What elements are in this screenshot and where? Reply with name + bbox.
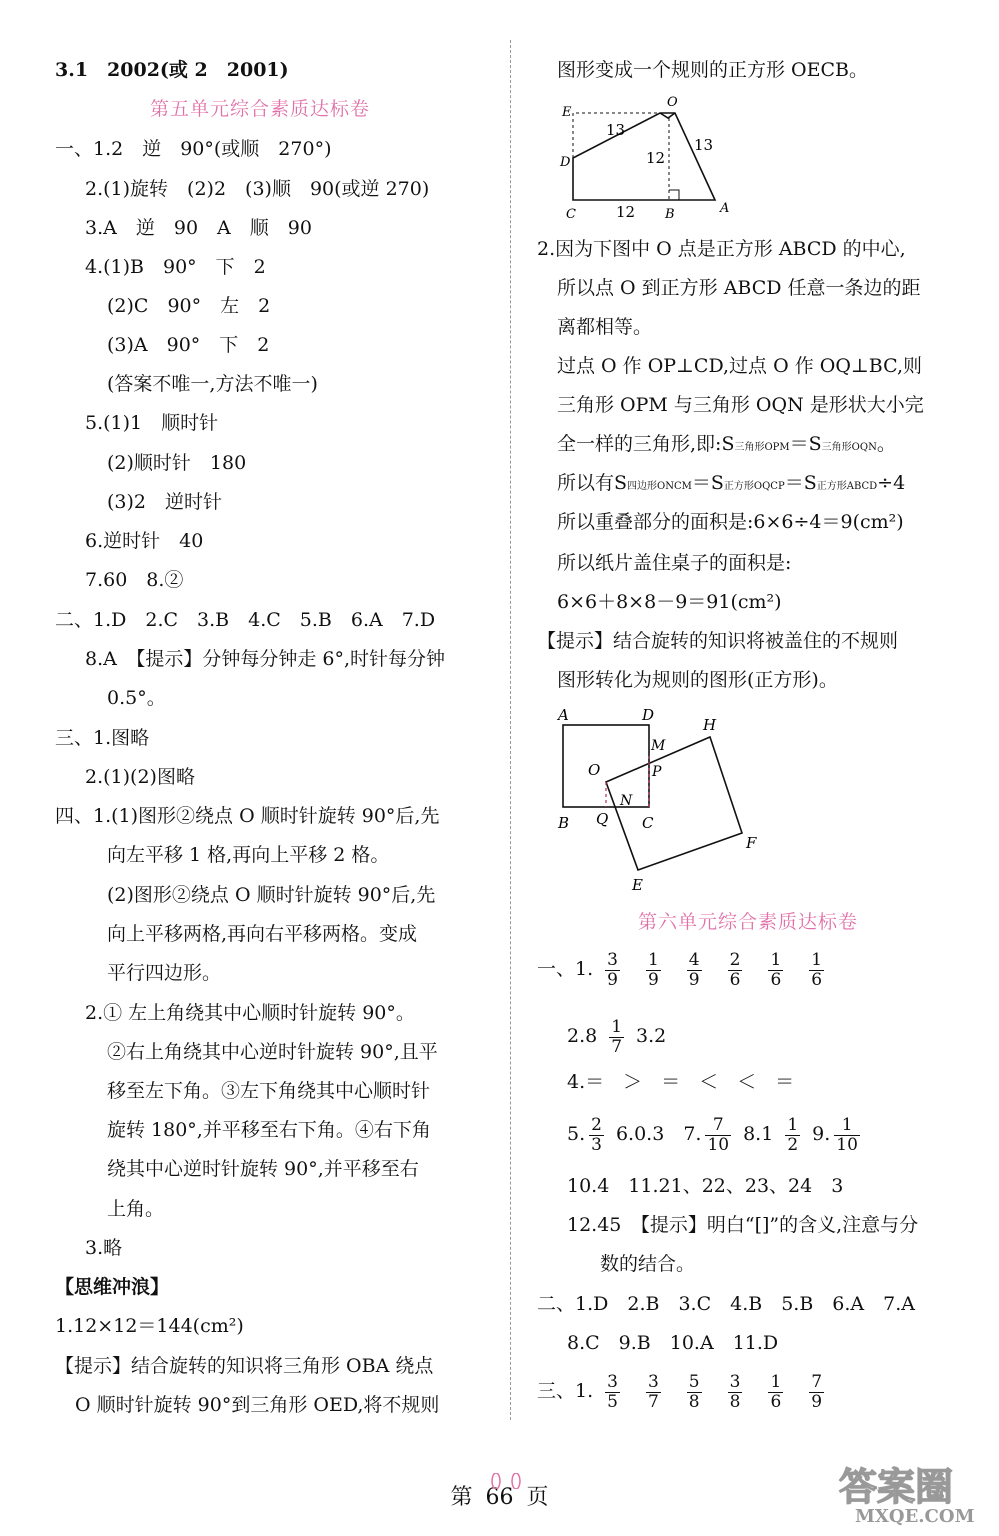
label-o: O	[588, 761, 601, 779]
answer-line: 【提示】结合旋转的知识将被盖住的不规则	[537, 630, 899, 652]
fraction	[728, 951, 743, 990]
fraction	[646, 951, 661, 990]
answer-line: 二、1.D 2.B 3.C 4.B 5.B 6.A 7.A	[537, 1293, 915, 1315]
answer-line: 2.① 左上角绕其中心顺时针旋转 90°。	[85, 1002, 415, 1024]
denominator: 9	[811, 1391, 823, 1412]
fraction	[834, 1116, 860, 1155]
answer-line: (2)C 90° 左 2	[107, 295, 271, 317]
fraction	[768, 1373, 783, 1412]
denominator: 9	[688, 969, 700, 990]
answer-line: 2.(1)(2)图略	[85, 766, 195, 788]
denominator: 8	[729, 1391, 741, 1412]
answer-line: 移至左下角。③左下角绕其中心顺时针	[107, 1080, 431, 1102]
answer-line: (2)图形②绕点 O 顺时针旋转 90°后,先	[107, 884, 436, 906]
answer-line: 【提示】结合旋转的知识将三角形 OBA 绕点	[55, 1355, 434, 1377]
fraction	[605, 951, 620, 990]
numerator: 1	[770, 949, 782, 970]
numerator: 3	[607, 1371, 618, 1392]
fraction-answer-row	[537, 948, 836, 990]
answer-line: 三角形 OPM 与三角形 OQN 是形状大小完	[557, 394, 924, 416]
numerator: 1	[770, 1371, 782, 1392]
label-e: E	[632, 876, 643, 894]
denominator: 7	[611, 1036, 623, 1057]
numerator: 3	[729, 1371, 741, 1392]
squares-figure	[548, 700, 788, 895]
answer-line: (2)顺时针 180	[107, 452, 247, 474]
label-d: D	[560, 155, 571, 170]
subscript: 三角形OQN	[821, 442, 877, 453]
bunny-ears-icon	[484, 1473, 528, 1489]
watermark-text: 答案圈	[839, 1464, 954, 1509]
fraction	[785, 1116, 800, 1155]
item-prefix: 一、1.	[537, 958, 594, 980]
unit6-title: 第六单元综合素质达标卷	[638, 911, 859, 933]
numerator: 5	[688, 1371, 700, 1392]
subscript: 正方形ABCD	[816, 481, 878, 492]
label-a: A	[720, 201, 730, 216]
fraction	[809, 1373, 824, 1412]
column-divider	[510, 40, 511, 1420]
page-number-wrap	[486, 1485, 514, 1510]
numerator: 2	[729, 949, 741, 970]
label-o: O	[667, 95, 678, 110]
numerator: 1	[834, 1116, 860, 1136]
answer-line: 10.4 11.21、22、23、24 3	[567, 1175, 844, 1197]
text: 全一样的三角形,即:S	[557, 433, 735, 455]
answer-line: 过点 O 作 OP⊥CD,过点 O 作 OQ⊥BC,则	[557, 355, 922, 377]
label-f: F	[746, 834, 757, 852]
length-12-vertical: 12	[646, 149, 666, 167]
answer-line: 8.A 【提示】分钟每分钟走 6°,时针每分钟	[85, 648, 446, 670]
answer-line: 3.略	[85, 1237, 123, 1259]
text: 5.	[567, 1123, 586, 1145]
fraction	[768, 951, 783, 990]
text: 6.0.3 7.	[615, 1123, 702, 1145]
item-prefix: 三、1.	[537, 1380, 594, 1402]
denominator: 10	[836, 1134, 858, 1155]
label-c: C	[566, 207, 576, 222]
numerator: 3	[647, 1371, 659, 1392]
answer-line: 所以纸片盖住桌子的面积是:	[557, 552, 792, 574]
fraction	[589, 1116, 604, 1155]
answer-line: 向上平移两格,再向右平移两格。变成	[107, 923, 418, 945]
denominator: 2	[787, 1134, 799, 1155]
numerator: 1	[811, 949, 823, 970]
answer-line: 上角。	[107, 1198, 165, 1220]
fraction	[809, 951, 824, 990]
watermark-graphic	[835, 1458, 985, 1528]
answer-line: 一、1.2 逆 90°(或顺 270°)	[55, 138, 332, 160]
numerator: 2	[591, 1114, 602, 1135]
answer-line: 数的结合。	[600, 1253, 696, 1275]
section-heading: 【思维冲浪】	[55, 1276, 170, 1298]
answer-line: 所以重叠部分的面积是:6×6÷4＝9(cm²)	[557, 511, 904, 533]
answer-line: 平行四边形。	[107, 962, 222, 984]
fraction-answer-row	[537, 1370, 836, 1412]
text: 3.2	[636, 1025, 667, 1047]
numerator: 3	[607, 949, 618, 970]
answer-line: 6.逆时针 40	[85, 530, 204, 552]
label-a: A	[558, 706, 569, 724]
fraction	[687, 1373, 702, 1412]
label-b: B	[665, 207, 675, 222]
length-13-right: 13	[694, 136, 714, 154]
footer-suffix: 页	[526, 1485, 549, 1510]
fraction	[705, 1116, 731, 1155]
numerator: 1	[647, 949, 659, 970]
fraction	[687, 951, 702, 990]
subscript: 四边形ONCM	[627, 481, 692, 492]
label-h: H	[703, 716, 717, 734]
answer-line: 绕其中心逆时针旋转 90°,并平移至右	[107, 1158, 419, 1180]
label-c: C	[642, 814, 654, 832]
answer-line: 1.12×12＝144(cm²)	[55, 1315, 244, 1337]
answer-line: 所以点 O 到正方形 ABCD 任意一条边的距	[557, 277, 921, 299]
answer-line: 3.1 2002(或 2 2001)	[55, 59, 289, 81]
answer-line: 12.45 【提示】明白“[]”的含义,注意与分	[567, 1214, 919, 1236]
denominator: 6	[811, 969, 823, 990]
text: ＝S	[789, 433, 822, 455]
numerator: 4	[688, 949, 700, 970]
answer-line: 图形转化为规则的图形(正方形)。	[557, 669, 838, 691]
length-13-left: 13	[606, 121, 626, 139]
subscript: 三角形OPM	[734, 442, 790, 453]
page-number: 66	[485, 1485, 514, 1510]
answer-line	[557, 471, 905, 499]
watermark-url: MXQE.COM	[855, 1506, 975, 1527]
figure-outline	[573, 113, 715, 200]
text: ＝S	[691, 472, 724, 494]
denominator: 6	[770, 969, 782, 990]
answer-line: 7.60 8.②	[85, 569, 184, 591]
answer-line: 2.因为下图中 O 点是正方形 ABCD 的中心,	[537, 238, 906, 260]
answer-line: 2.(1)旋转 (2)2 (3)顺 90(或逆 270)	[85, 178, 430, 200]
denominator: 8	[688, 1391, 700, 1412]
text: 9.	[812, 1123, 831, 1145]
text: 。	[876, 433, 896, 455]
label-e: E	[562, 105, 572, 120]
fraction	[728, 1373, 743, 1412]
fraction	[609, 1018, 624, 1057]
answer-line: (3)A 90° 下 2	[107, 334, 270, 356]
right-angle-mark	[669, 190, 679, 200]
answer-line: O 顺时针旋转 90°到三角形 OED,将不规则	[75, 1394, 440, 1416]
numerator: 7	[811, 1371, 823, 1392]
trapezoid-figure	[548, 88, 748, 223]
numerator: 1	[611, 1016, 623, 1037]
text: ÷4	[877, 472, 906, 494]
label-p: P	[652, 764, 662, 780]
fraction	[605, 1373, 620, 1412]
answer-line: (答案不唯一,方法不唯一)	[107, 373, 318, 395]
numerator: 7	[705, 1116, 731, 1136]
text: 8.1	[743, 1123, 774, 1145]
denominator: 9	[607, 969, 618, 990]
answer-line	[557, 432, 896, 460]
answer-line	[567, 1113, 872, 1155]
denominator: 6	[770, 1391, 782, 1412]
answer-line: 向左平移 1 格,再向上平移 2 格。	[107, 844, 390, 866]
answer-line: 4.(1)B 90° 下 2	[85, 256, 266, 278]
answer-line: 8.C 9.B 10.A 11.D	[567, 1332, 779, 1354]
answer-line: 二、1.D 2.C 3.B 4.C 5.B 6.A 7.D	[55, 609, 436, 631]
answer-line: (3)2 逆时针	[107, 491, 223, 513]
denominator: 7	[647, 1391, 659, 1412]
fraction	[646, 1373, 661, 1412]
denominator: 6	[729, 969, 741, 990]
footer-prefix: 第	[450, 1485, 473, 1510]
length-12-bottom: 12	[616, 203, 636, 221]
denominator: 5	[607, 1391, 618, 1412]
numerator: 1	[787, 1114, 799, 1135]
answer-line: 四、1.(1)图形②绕点 O 顺时针旋转 90°后,先	[55, 805, 440, 827]
answer-line: 6×6＋8×8－9＝91(cm²)	[557, 591, 782, 613]
text: 2.8	[567, 1025, 598, 1047]
watermark-logo	[835, 1458, 985, 1533]
label-q: Q	[596, 810, 609, 828]
label-m: M	[651, 738, 666, 754]
answer-line: 旋转 180°,并平移至右下角。④右下角	[107, 1119, 431, 1141]
answer-line: ②右上角绕其中心逆时针旋转 90°,且平	[107, 1041, 438, 1063]
answer-line: 三、1.图略	[55, 727, 150, 749]
label-b: B	[558, 814, 570, 832]
answer-line: 0.5°。	[107, 687, 166, 709]
answer-line: 4.＝ ＞ ＝ ＜ ＜ ＝	[567, 1071, 795, 1093]
denominator: 3	[591, 1134, 602, 1155]
text: ＝S	[784, 472, 817, 494]
answer-line: 5.(1)1 顺时针	[85, 412, 219, 434]
subscript: 正方形OQCP	[723, 481, 785, 492]
label-d: D	[642, 706, 655, 724]
answer-line: 3.A 逆 90 A 顺 90	[85, 217, 312, 239]
answer-line: 离都相等。	[557, 316, 653, 338]
answer-line: 图形变成一个规则的正方形 OECB。	[557, 59, 868, 81]
answer-line	[567, 1015, 666, 1057]
denominator: 9	[647, 969, 659, 990]
label-n: N	[620, 793, 633, 809]
unit5-title: 第五单元综合素质达标卷	[150, 98, 371, 120]
denominator: 10	[707, 1134, 730, 1155]
text: 所以有S	[557, 472, 628, 494]
